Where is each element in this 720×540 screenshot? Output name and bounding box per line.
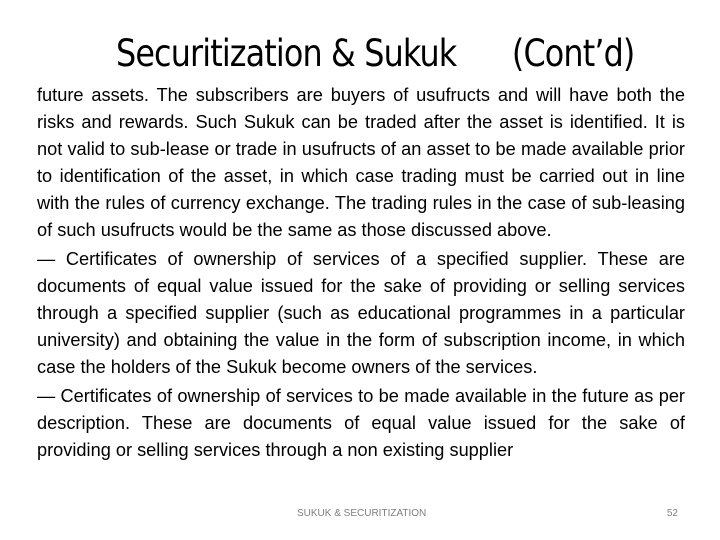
footer-text: SUKUK & SECURITIZATION bbox=[297, 508, 427, 519]
slide-body bbox=[37, 82, 685, 466]
body-paragraph: — Certificates of ownership of services of a specified supplier. These are documents of equal value issued for the sake of providing or selling services through a specified supplier (such as educational programmes in a particular university) and obtaining the value in the form of subscription income, in which case the holders of the Sukuk become owners of the services. bbox=[37, 249, 685, 377]
body-paragraph: — Certificates of ownership of services to be made available in the future as per description. These are documents of equal value issued for the sake of providing or selling services through a non existing supplier bbox=[37, 386, 685, 460]
body-paragraph: future assets. The subscribers are buyers of usufructs and will have both the risks and rewards. Such Sukuk can be traded after the asset is identified. It is not valid to sub-lease or trade in usufructs of an asset to be made available prior to identification of the asset, in which case trading must be carried out in line with the rules of currency exchange. The trading rules in the case of sub-leasing of such usufructs would be the same as those discussed above. bbox=[37, 85, 685, 240]
slide-title: Securitization & Sukuk (Cont’d) bbox=[116, 32, 635, 75]
page-number: 52 bbox=[666, 508, 678, 519]
